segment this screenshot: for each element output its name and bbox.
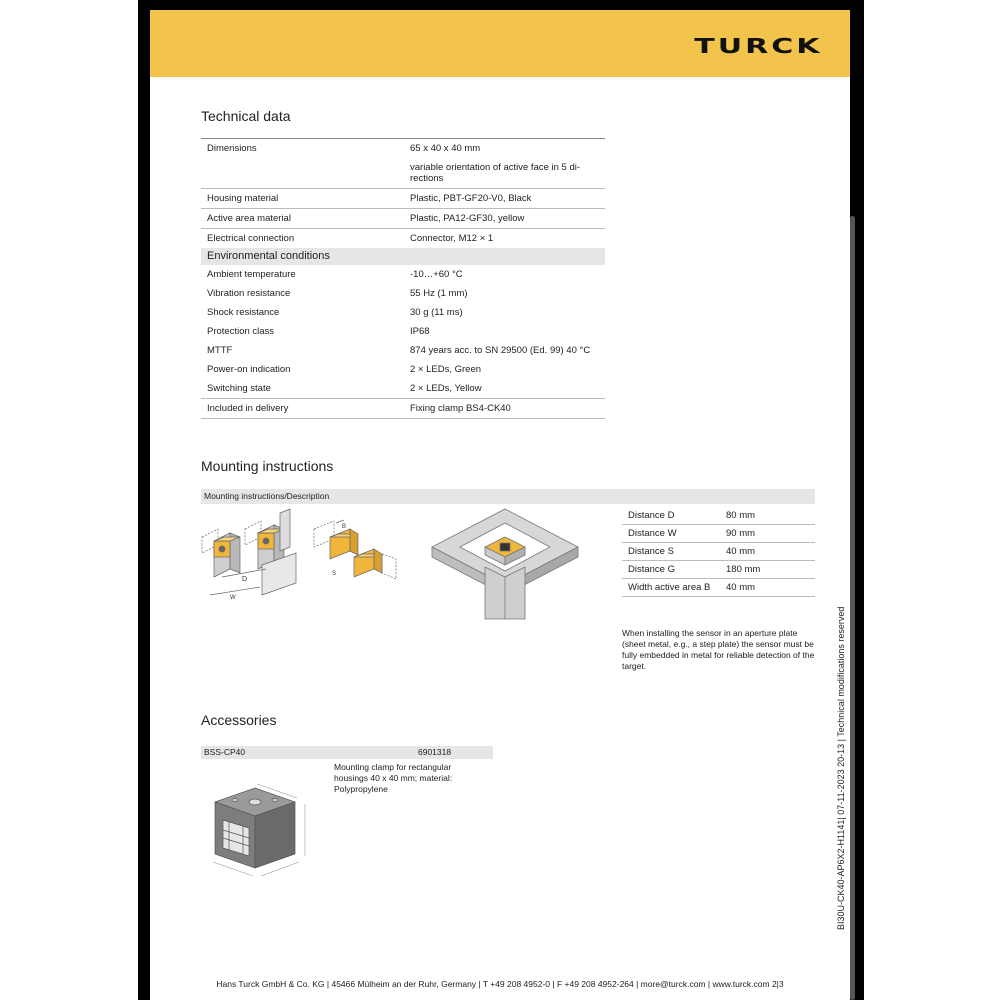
accessory-description: Mounting clamp for rectangular housings 40 x 40 mm; material: Polypropylene — [334, 762, 453, 794]
distance-value: 90 mm — [720, 525, 815, 543]
distance-value: 40 mm — [720, 543, 815, 561]
spec-value: 874 years acc. to SN 29500 (Ed. 99) 40 °C — [410, 345, 591, 356]
accessory-code: BSS-CP40 — [204, 747, 246, 757]
distance-value: 80 mm — [720, 507, 815, 525]
spec-value: IP68 — [410, 326, 430, 337]
mounting-description-bar: Mounting instructions/Description — [201, 489, 815, 504]
distance-label: Distance W — [622, 525, 720, 543]
table-row — [201, 209, 605, 229]
accessory-header-bar — [201, 746, 493, 759]
spec-label: Protection class — [207, 326, 275, 337]
viewer-background — [0, 0, 138, 1000]
datasheet-page — [150, 10, 850, 1000]
distance-value: 180 mm — [720, 561, 815, 579]
table-row — [201, 341, 605, 360]
mounting-clamp-image — [205, 782, 335, 882]
technical-data-title: Technical data — [201, 108, 291, 124]
spec-label: Shock resistance — [207, 307, 280, 318]
mounting-figure-distance — [200, 507, 300, 602]
spec-value: Plastic, PBT-GF20-V0, Black — [404, 189, 605, 209]
table-row — [201, 139, 605, 159]
turck-logo: TURCK — [693, 34, 822, 58]
distance-label: Distance G — [622, 561, 720, 579]
mounting-instructions-title: Mounting instructions — [201, 458, 334, 474]
table-row — [622, 561, 815, 579]
distance-table — [622, 507, 815, 597]
spec-value: -10…+60 °C — [410, 269, 463, 280]
table-row — [201, 265, 605, 284]
spec-label: MTTF — [207, 345, 233, 356]
spec-label: Dimensions — [201, 139, 404, 159]
table-row — [622, 507, 815, 525]
spec-value: Connector, M12 × 1 — [410, 233, 494, 244]
label-s: S — [332, 571, 337, 577]
page-footer: Hans Turck GmbH & Co. KG | 45466 Mülheim an der Ruhr, Germany | T +49 208 4952-0 | F +49 208 4952-264 | more@turck.com | www.turck.com 2|3 — [216, 979, 784, 989]
spec-label: Vibration resistance — [207, 288, 291, 299]
distance-label: Distance D — [622, 507, 720, 525]
accessories-title: Accessories — [201, 712, 277, 728]
spec-value: 55 Hz (1 mm) — [410, 288, 468, 299]
spec-value: variable orientation of active face in 5 di- rections — [404, 158, 605, 189]
label-d: D — [242, 576, 248, 583]
scrollbar[interactable] — [850, 216, 855, 1000]
spec-label: Electrical connection — [207, 233, 295, 244]
table-row — [622, 543, 815, 561]
table-row — [201, 158, 605, 189]
distance-label: Width active area B — [622, 579, 720, 597]
table-row — [201, 360, 605, 379]
table-row — [201, 399, 605, 419]
label-b: B — [342, 524, 347, 530]
distance-value: 40 mm — [720, 579, 815, 597]
spec-value: 2 × LEDs, Green — [410, 364, 482, 375]
table-row — [201, 303, 605, 322]
table-row — [201, 229, 605, 249]
spec-label: Switching state — [201, 379, 404, 399]
mounting-figure-active-area — [310, 517, 400, 587]
spec-value: 2 × LEDs, Yellow — [404, 379, 605, 399]
accessory-number: 6901318 — [418, 747, 452, 757]
distance-label: Distance S — [622, 543, 720, 561]
spec-label: Included in delivery — [201, 399, 404, 419]
spec-label: Power-on indication — [207, 364, 291, 375]
table-row — [622, 579, 815, 597]
table-row — [201, 284, 605, 303]
spec-value: Plastic, PA12-GF30, yellow — [404, 209, 605, 229]
technical-data-table — [201, 138, 605, 419]
table-row — [622, 525, 815, 543]
table-row — [201, 189, 605, 209]
section-title: Environmental conditions — [201, 248, 605, 265]
side-document-id: BI30U-CK40-AP6X2-H1141| 07-11-2023 20-13 | Technical modifications reserved — [836, 606, 846, 930]
label-w: W — [230, 595, 236, 601]
mounting-figure-aperture-plate — [430, 507, 580, 632]
table-row — [201, 322, 605, 341]
spec-label — [201, 158, 404, 189]
spec-value: 30 g (11 ms) — [410, 307, 463, 318]
table-row — [201, 379, 605, 399]
environment-section-header — [201, 248, 605, 265]
mounting-note: When installing the sensor in an aperture plate (sheet metal, e.g., a step plate) the sensor must be fully embedded in metal for reliable detection of the target. — [622, 628, 815, 671]
spec-value: 65 x 40 x 40 mm — [404, 139, 605, 159]
spec-label: Housing material — [201, 189, 404, 209]
page-header — [150, 10, 850, 77]
spec-label: Ambient temperature — [207, 269, 296, 280]
spec-value: Fixing clamp BS4-CK40 — [404, 399, 605, 419]
spec-label: Active area material — [201, 209, 404, 229]
